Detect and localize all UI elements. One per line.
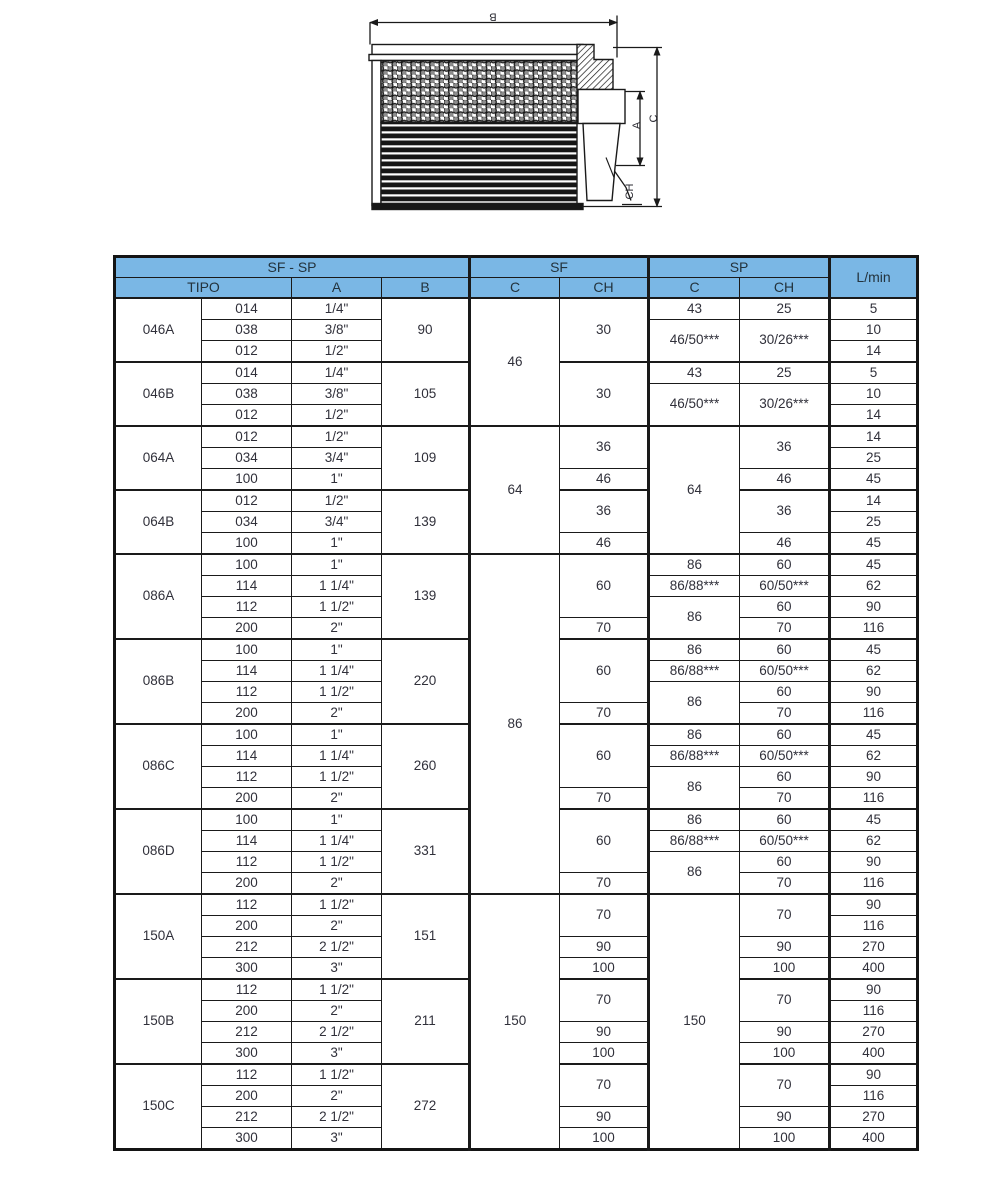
table-cell: 2" bbox=[292, 873, 382, 895]
table-cell: 112 bbox=[202, 682, 292, 703]
column-header: L/min bbox=[830, 257, 918, 299]
table-cell: 150 bbox=[470, 894, 560, 1150]
table-cell: 200 bbox=[202, 1086, 292, 1107]
table-cell: 60 bbox=[740, 724, 830, 746]
table-cell: 331 bbox=[382, 809, 470, 894]
table-cell: 086C bbox=[115, 724, 202, 809]
table-cell: 112 bbox=[202, 1064, 292, 1086]
table-cell: 45 bbox=[830, 809, 918, 831]
table-cell: 86 bbox=[649, 724, 740, 746]
table-cell: 62 bbox=[830, 576, 918, 597]
table-cell: 200 bbox=[202, 873, 292, 895]
table-cell: 200 bbox=[202, 618, 292, 640]
table-cell: 70 bbox=[560, 703, 649, 725]
table-cell: 112 bbox=[202, 979, 292, 1001]
table-cell: 70 bbox=[740, 1064, 830, 1107]
table-row bbox=[115, 894, 918, 916]
table-cell: 30 bbox=[560, 298, 649, 362]
table-cell: 86 bbox=[649, 852, 740, 895]
table-cell: 116 bbox=[830, 1001, 918, 1022]
table-cell: 45 bbox=[830, 724, 918, 746]
table-cell: 270 bbox=[830, 937, 918, 958]
table-cell: 1" bbox=[292, 809, 382, 831]
table-cell: 64 bbox=[470, 426, 560, 554]
pleated-element bbox=[381, 123, 577, 204]
table-cell: 45 bbox=[830, 469, 918, 491]
table-cell: 220 bbox=[382, 639, 470, 724]
column-header: C bbox=[470, 278, 560, 299]
table-cell: 25 bbox=[830, 448, 918, 469]
table-cell: 90 bbox=[830, 1064, 918, 1086]
table-cell: 100 bbox=[740, 1128, 830, 1150]
table-cell: 150A bbox=[115, 894, 202, 979]
column-header: B bbox=[382, 278, 470, 299]
perforated-screen bbox=[381, 61, 577, 123]
column-header: CH bbox=[560, 278, 649, 299]
threaded-boss bbox=[577, 45, 613, 90]
table-cell: 100 bbox=[202, 724, 292, 746]
table-cell: 112 bbox=[202, 852, 292, 873]
table-cell: 1" bbox=[292, 533, 382, 555]
table-cell: 25 bbox=[740, 298, 830, 320]
table-cell: 46 bbox=[740, 469, 830, 491]
table-cell: 012 bbox=[202, 405, 292, 427]
table-cell: 62 bbox=[830, 831, 918, 852]
table-cell: 100 bbox=[202, 469, 292, 491]
table-cell: 272 bbox=[382, 1064, 470, 1150]
table-cell: 270 bbox=[830, 1107, 918, 1128]
table-cell: 046A bbox=[115, 298, 202, 362]
table-cell: 064B bbox=[115, 490, 202, 554]
table-cell: 86/88*** bbox=[649, 831, 740, 852]
table-cell: 116 bbox=[830, 703, 918, 725]
table-cell: 100 bbox=[202, 809, 292, 831]
table-cell: 90 bbox=[830, 894, 918, 916]
column-header: TIPO bbox=[115, 278, 292, 299]
table-cell: 1 1/4" bbox=[292, 831, 382, 852]
table-cell: 46/50*** bbox=[649, 320, 740, 363]
dim-label-ch: CH bbox=[624, 183, 636, 200]
table-cell: 70 bbox=[740, 703, 830, 725]
table-cell: 43 bbox=[649, 362, 740, 384]
table-cell: 70 bbox=[560, 873, 649, 895]
table-cell: 14 bbox=[830, 426, 918, 448]
connector-body bbox=[583, 124, 620, 201]
column-header: SF bbox=[470, 257, 649, 278]
table-cell: 90 bbox=[740, 1022, 830, 1043]
table-cell: 46 bbox=[560, 469, 649, 491]
table-cell: 86 bbox=[649, 597, 740, 640]
table-cell: 400 bbox=[830, 1043, 918, 1065]
table-cell: 064A bbox=[115, 426, 202, 490]
table-cell: 100 bbox=[560, 1043, 649, 1065]
dim-label-a: A bbox=[631, 121, 643, 130]
table-cell: 105 bbox=[382, 362, 470, 426]
table-cell: 14 bbox=[830, 490, 918, 512]
table-cell: 90 bbox=[560, 1022, 649, 1043]
table-cell: 086B bbox=[115, 639, 202, 724]
table-row bbox=[115, 426, 918, 448]
table-cell: 3" bbox=[292, 1128, 382, 1150]
table-cell: 270 bbox=[830, 1022, 918, 1043]
table-cell: 36 bbox=[740, 426, 830, 469]
table-cell: 114 bbox=[202, 746, 292, 767]
table-cell: 2" bbox=[292, 1001, 382, 1022]
table-cell: 2" bbox=[292, 1086, 382, 1107]
table-cell: 212 bbox=[202, 1107, 292, 1128]
table-cell: 60/50*** bbox=[740, 746, 830, 767]
table-cell: 25 bbox=[740, 362, 830, 384]
table-row bbox=[115, 298, 918, 320]
table-cell: 90 bbox=[560, 1107, 649, 1128]
table-cell: 70 bbox=[740, 894, 830, 937]
table-cell: 400 bbox=[830, 958, 918, 980]
table-cell: 60 bbox=[740, 682, 830, 703]
table-cell: 70 bbox=[560, 1064, 649, 1107]
table-cell: 90 bbox=[830, 682, 918, 703]
table-cell: 3" bbox=[292, 958, 382, 980]
hex-nut bbox=[578, 90, 625, 124]
table-cell: 60 bbox=[740, 767, 830, 788]
table-cell: 086D bbox=[115, 809, 202, 894]
table-cell: 1 1/4" bbox=[292, 661, 382, 682]
table-cell: 1/2" bbox=[292, 426, 382, 448]
left-wall bbox=[372, 61, 381, 206]
table-cell: 46 bbox=[740, 533, 830, 555]
table-cell: 60 bbox=[740, 597, 830, 618]
table-cell: 260 bbox=[382, 724, 470, 809]
table-cell: 60/50*** bbox=[740, 661, 830, 682]
table-cell: 86 bbox=[649, 809, 740, 831]
column-header: SP bbox=[649, 257, 830, 278]
table-cell: 70 bbox=[740, 618, 830, 640]
table-cell: 100 bbox=[202, 639, 292, 661]
table-cell: 200 bbox=[202, 1001, 292, 1022]
table-cell: 116 bbox=[830, 788, 918, 810]
column-header: A bbox=[292, 278, 382, 299]
table-cell: 139 bbox=[382, 490, 470, 554]
table-cell: 90 bbox=[740, 937, 830, 958]
table-cell: 60 bbox=[560, 809, 649, 873]
table-cell: 2 1/2" bbox=[292, 1022, 382, 1043]
table-cell: 14 bbox=[830, 405, 918, 427]
column-header: CH bbox=[740, 278, 830, 299]
table-cell: 62 bbox=[830, 661, 918, 682]
spec-table bbox=[113, 255, 919, 1151]
table-cell: 90 bbox=[830, 767, 918, 788]
table-cell: 86 bbox=[649, 767, 740, 810]
table-cell: 012 bbox=[202, 490, 292, 512]
table-cell: 60 bbox=[740, 554, 830, 576]
table-cell: 86 bbox=[649, 639, 740, 661]
table-cell: 150C bbox=[115, 1064, 202, 1150]
table-cell: 36 bbox=[560, 426, 649, 469]
table-cell: 90 bbox=[830, 979, 918, 1001]
table-cell: 70 bbox=[740, 788, 830, 810]
table-cell: 70 bbox=[740, 979, 830, 1022]
table-cell: 1" bbox=[292, 639, 382, 661]
table-cell: 116 bbox=[830, 916, 918, 937]
table-cell: 90 bbox=[560, 937, 649, 958]
table-cell: 86 bbox=[649, 554, 740, 576]
table-cell: 2 1/2" bbox=[292, 937, 382, 958]
table-cell: 100 bbox=[202, 554, 292, 576]
table-cell: 151 bbox=[382, 894, 470, 979]
table-cell: 300 bbox=[202, 958, 292, 980]
table-cell: 046B bbox=[115, 362, 202, 426]
table-cell: 60 bbox=[740, 639, 830, 661]
table-cell: 212 bbox=[202, 1022, 292, 1043]
column-header: SF - SP bbox=[115, 257, 470, 278]
table-cell: 45 bbox=[830, 554, 918, 576]
table-cell: 43 bbox=[649, 298, 740, 320]
table-cell: 25 bbox=[830, 512, 918, 533]
table-cell: 46 bbox=[470, 298, 560, 426]
table-cell: 116 bbox=[830, 618, 918, 640]
table-cell: 300 bbox=[202, 1043, 292, 1065]
table-cell: 150 bbox=[649, 894, 740, 1150]
table-cell: 100 bbox=[202, 533, 292, 555]
table-cell: 36 bbox=[560, 490, 649, 533]
table-cell: 2" bbox=[292, 703, 382, 725]
table-cell: 90 bbox=[830, 852, 918, 873]
table-cell: 60/50*** bbox=[740, 831, 830, 852]
table-cell: 45 bbox=[830, 533, 918, 555]
table-cell: 30/26*** bbox=[740, 320, 830, 363]
table-cell: 70 bbox=[740, 873, 830, 895]
table-row bbox=[115, 554, 918, 576]
table-cell: 100 bbox=[560, 1128, 649, 1150]
table-cell: 1 1/2" bbox=[292, 894, 382, 916]
table-cell: 70 bbox=[560, 618, 649, 640]
table-cell: 012 bbox=[202, 426, 292, 448]
table-cell: 2" bbox=[292, 788, 382, 810]
table-cell: 3" bbox=[292, 1043, 382, 1065]
table-cell: 1 1/2" bbox=[292, 979, 382, 1001]
table-cell: 012 bbox=[202, 341, 292, 363]
dim-label-b: B bbox=[489, 10, 497, 23]
table-cell: 3/4" bbox=[292, 448, 382, 469]
filter-drawing bbox=[350, 5, 680, 220]
table-cell: 212 bbox=[202, 937, 292, 958]
table-cell: 086A bbox=[115, 554, 202, 639]
table-cell: 116 bbox=[830, 1086, 918, 1107]
table-cell: 14 bbox=[830, 341, 918, 363]
table-cell: 1/2" bbox=[292, 490, 382, 512]
table-cell: 10 bbox=[830, 384, 918, 405]
table-cell: 109 bbox=[382, 426, 470, 490]
table-cell: 70 bbox=[560, 894, 649, 937]
table-cell: 86/88*** bbox=[649, 576, 740, 597]
table-cell: 034 bbox=[202, 448, 292, 469]
table-cell: 014 bbox=[202, 362, 292, 384]
table-cell: 70 bbox=[560, 979, 649, 1022]
table-cell: 034 bbox=[202, 512, 292, 533]
table-cell: 86 bbox=[470, 554, 560, 894]
table-cell: 400 bbox=[830, 1128, 918, 1150]
table-cell: 3/4" bbox=[292, 512, 382, 533]
table-cell: 038 bbox=[202, 320, 292, 341]
table-cell: 114 bbox=[202, 661, 292, 682]
table-cell: 1/2" bbox=[292, 405, 382, 427]
table-cell: 64 bbox=[649, 426, 740, 554]
table-cell: 46 bbox=[560, 533, 649, 555]
table-cell: 1 1/2" bbox=[292, 852, 382, 873]
dim-label-c: C bbox=[648, 114, 660, 123]
table-cell: 60/50*** bbox=[740, 576, 830, 597]
table-cell: 60 bbox=[740, 852, 830, 873]
column-header: C bbox=[649, 278, 740, 299]
table-cell: 200 bbox=[202, 788, 292, 810]
table-cell: 90 bbox=[740, 1107, 830, 1128]
table-cell: 100 bbox=[740, 958, 830, 980]
table-cell: 200 bbox=[202, 916, 292, 937]
filter-body bbox=[369, 45, 625, 210]
table-cell: 1 1/2" bbox=[292, 767, 382, 788]
table-cell: 10 bbox=[830, 320, 918, 341]
table-cell: 2 1/2" bbox=[292, 1107, 382, 1128]
table-cell: 150B bbox=[115, 979, 202, 1064]
table-cell: 30 bbox=[560, 362, 649, 426]
table-cell: 1" bbox=[292, 469, 382, 491]
table-cell: 1 1/4" bbox=[292, 576, 382, 597]
table-cell: 30/26*** bbox=[740, 384, 830, 427]
table-cell: 1 1/2" bbox=[292, 1064, 382, 1086]
table-cell: 139 bbox=[382, 554, 470, 639]
table-cell: 90 bbox=[830, 597, 918, 618]
table-cell: 038 bbox=[202, 384, 292, 405]
table-cell: 211 bbox=[382, 979, 470, 1064]
table-cell: 112 bbox=[202, 767, 292, 788]
table-cell: 3/8" bbox=[292, 384, 382, 405]
table-cell: 300 bbox=[202, 1128, 292, 1150]
table-cell: 200 bbox=[202, 703, 292, 725]
table-cell: 70 bbox=[560, 788, 649, 810]
table-cell: 1/4" bbox=[292, 298, 382, 320]
table-cell: 112 bbox=[202, 894, 292, 916]
table-cell: 62 bbox=[830, 746, 918, 767]
table-cell: 1/4" bbox=[292, 362, 382, 384]
table-cell: 60 bbox=[740, 809, 830, 831]
table-cell: 1/2" bbox=[292, 341, 382, 363]
table-cell: 45 bbox=[830, 639, 918, 661]
table-cell: 86 bbox=[649, 682, 740, 725]
table-cell: 2" bbox=[292, 916, 382, 937]
table-cell: 60 bbox=[560, 554, 649, 618]
table-cell: 1" bbox=[292, 724, 382, 746]
table-cell: 1 1/2" bbox=[292, 682, 382, 703]
table-cell: 014 bbox=[202, 298, 292, 320]
table-cell: 36 bbox=[740, 490, 830, 533]
table-cell: 1" bbox=[292, 554, 382, 576]
table-cell: 5 bbox=[830, 362, 918, 384]
table-cell: 1 1/2" bbox=[292, 597, 382, 618]
table-cell: 1 1/4" bbox=[292, 746, 382, 767]
table-cell: 100 bbox=[560, 958, 649, 980]
table-cell: 116 bbox=[830, 873, 918, 895]
table-cell: 5 bbox=[830, 298, 918, 320]
table-cell: 3/8" bbox=[292, 320, 382, 341]
table-cell: 114 bbox=[202, 576, 292, 597]
table-cell: 86/88*** bbox=[649, 661, 740, 682]
table-cell: 90 bbox=[382, 298, 470, 362]
table-cell: 2" bbox=[292, 618, 382, 640]
table-cell: 100 bbox=[740, 1043, 830, 1065]
table-cell: 114 bbox=[202, 831, 292, 852]
table-cell: 112 bbox=[202, 597, 292, 618]
table-cell: 60 bbox=[560, 639, 649, 703]
table-cell: 60 bbox=[560, 724, 649, 788]
table-cell: 46/50*** bbox=[649, 384, 740, 427]
table-cell: 86/88*** bbox=[649, 746, 740, 767]
